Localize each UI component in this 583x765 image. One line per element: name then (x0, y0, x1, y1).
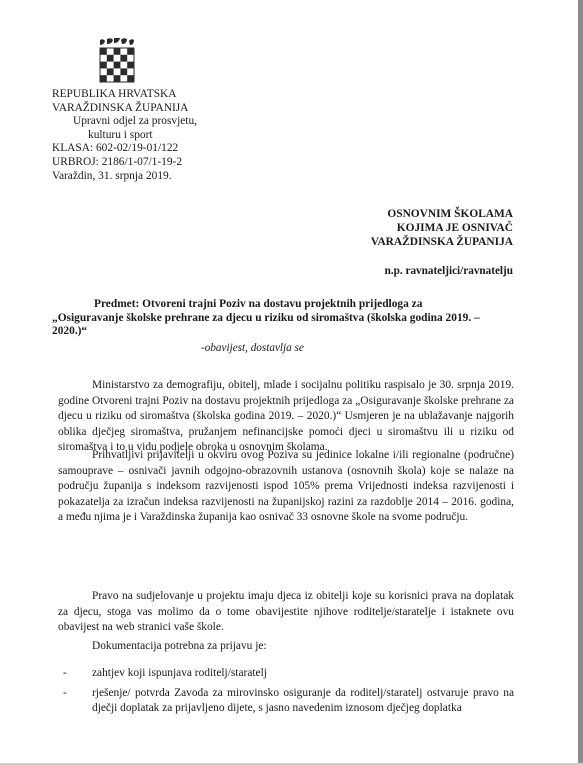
list-marker: - (63, 667, 67, 679)
documentation-list (58, 666, 514, 717)
paragraph-documentation: Dokumentacija potrebna za prijavu je: (92, 640, 267, 652)
sender-republic: REPUBLIKA HRVATSKA (52, 88, 177, 100)
list-marker: - (63, 686, 67, 699)
sender-department: Upravni odjel za prosvjetu, (73, 115, 197, 128)
subject-block (52, 298, 514, 339)
subject-title: „Osiguravanje školske prehrane za djecu u riziku od siromaštva (školska godina 2019. – 2020.)“ (52, 311, 480, 337)
sender-block (52, 88, 197, 183)
paragraph-participation: Pravo na sudjelovanje u projektu imaju djeca iz obitelji koje su korisnici prava na doplatak za djecu, stoga vas molimo da o tome obavijestite njihove roditelje/staratelje i istaknete ovu obavijest na web stranici vaše škole. (58, 590, 514, 633)
klasa: KLASA: 602-02/19-01/122 (52, 142, 179, 155)
subject-line: Predmet: Otvoreni trajni Poziv na dostavu projektnih prijedloga za (94, 298, 423, 310)
paragraph-intro: Ministarstvo za demografiju, obitelj, mlade i socijalnu politiku raspisalo je 30. srpnja 2019. godine Otvoreni trajni Poziv na dostavu projektnih prijedloga za „Osiguravanje školske prehrane za djecu u riziku od siromaštva (školska godina 2019. – 2020.)“ Usmjeren je na ublažavanje najgorih oblika dječjeg siromaštva, pružanjem nefinancijske pomoći djeci u siromaštvu ili u riziku od siromaštva i to u vidu podjele obroka u osnovnim školama. (58, 379, 514, 453)
list-item (58, 666, 514, 682)
recipient-line-3: VARAŽDINSKA ŽUPANIJA (370, 236, 513, 248)
scan-edge-right (578, 0, 583, 765)
place-date: Varaždin, 31. srpnja 2019. (52, 169, 172, 182)
recipient-line-1: OSNOVNIM ŠKOLAMA (387, 208, 513, 220)
subject-note: -obavijest, dostavlja se (201, 342, 304, 354)
paragraph-eligible-applicants: Prihvatljivi prijavitelji u okviru ovog Poziva su jedinice lokalne i/ili regionalne (područne) samouprave – osnivači javnih odgojno-obrazovnih ustanova (osnovnih škola) koje se nalaze na području županija s indeksom razvijenosti ispod 105% prema Vrijednosti indeksa razvijenosti i pokazatelja za izračun indeksa razvijenosti na županijskoj razini za razdoblje 2014 – 2016. godina, a među njima je i Varaždinska županija kao osnivač 33 osnovne škole na svome području. (58, 449, 514, 523)
sender-county: VARAŽDINSKA ŽUPANIJA (52, 101, 189, 114)
recipient-block (371, 207, 513, 249)
recipient-attention: n.p. ravnateljici/ravnatelju (384, 265, 513, 277)
list-item-text: rješenje/ potvrda Zavoda za mirovinsko osiguranje da roditelj/staratelj ostvaruje pravo na dječji doplatak za prijavljeno dijete, s jasno navedenim iznosom dječjeg doplatka (92, 686, 514, 714)
sender-department-cont: kulturu i sport (88, 128, 153, 141)
list-item (58, 686, 514, 717)
list-item-text: zahtjev koji ispunjava roditelj/staratelj (92, 667, 267, 679)
urbroj: URBROJ: 2186/1-07/1-19-2 (52, 155, 183, 168)
coat-of-arms-icon (97, 38, 137, 84)
recipient-line-2: KOJIMA JE OSNIVAČ (396, 222, 513, 234)
